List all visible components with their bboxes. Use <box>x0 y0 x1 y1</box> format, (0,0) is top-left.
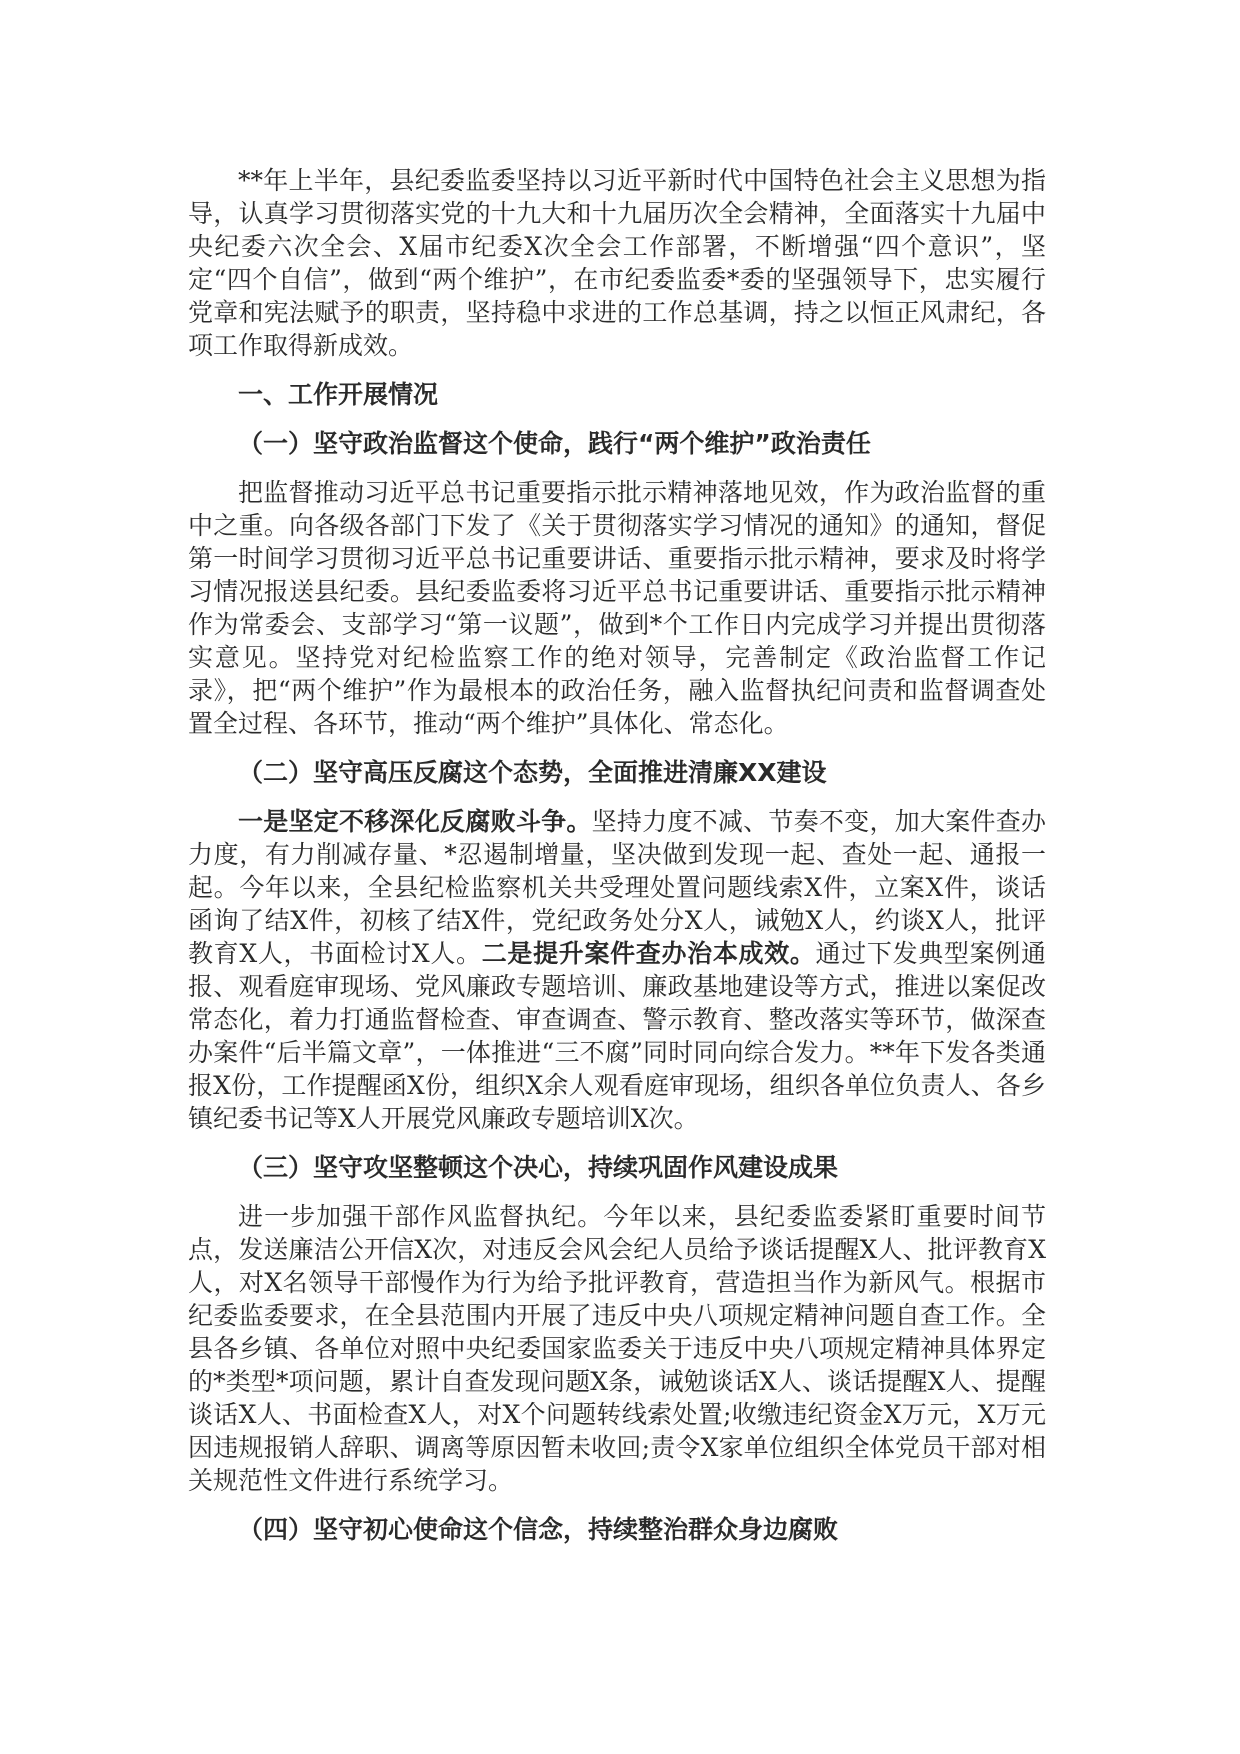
document-page <box>188 164 1046 1562</box>
section-heading: 一、工作开展情况 <box>238 380 439 409</box>
subsection-3-body: 进一步加强干部作风监督执纪。今年以来，县纪委监委紧盯重要时间节点，发送廉洁公开信X次，对违反会风会纪人员给予谈话提醒X人、批评教育X人，对X名领导干部慢作为行为给予批评教育，营造担当作为新风气。根据市纪委监委要求，在全县范围内开展了违反中央八项规定精神问题自查工作。全县各乡镇、各单位对照中央纪委国家监委关于违反中央八项规定精神具体界定的*类型*项问题，累计自查发现问题X条，诫勉谈话X人、谈话提醒X人、提醒谈话X人、书面检查X人，对X个问题转线索处置;收缴违纪资金X万元，X万元因违规报销人辞职、调离等原因暂未收回;责令X家单位组织全体党员干部对相关规范性文件进行系统学习。 <box>188 1202 1046 1495</box>
subsection-2-body <box>188 805 1046 1135</box>
point-2-text: 通过下发典型案例通报、观看庭审现场、党风廉政专题培训、廉政基地建设等方式，推进以案促改常态化，着力打通监督检查、审查调查、警示教育、整改落实等环节，做深查办案件“后半篇文章”，一体推进“三不腐”同时同向综合发力。**年下发各类通报X份，工作提醒函X份，组织X余人观看庭审现场，组织各单位负责人、各乡镇纪委书记等X人开展党风廉政专题培训X次。 <box>188 939 1046 1133</box>
subsection-1-heading: （一）坚守政治监督这个使命，践行“两个维护”政治责任 <box>238 429 871 458</box>
intro-paragraph: **年上半年，县纪委监委坚持以习近平新时代中国特色社会主义思想为指导，认真学习贯彻落实党的十九大和十九届历次全会精神，全面落实十九届中央纪委六次全会、X届市纪委X次全会工作部署，不断增强“四个意识”，坚定“四个自信”，做到“两个维护”，在市纪委监委*委的坚强领导下，忠实履行党章和宪法赋予的职责，坚持稳中求进的工作总基调，持之以恒正风肃纪，各项工作取得新成效。 <box>188 166 1046 360</box>
lead-point-1: 一是坚定不移深化反腐败斗争。 <box>238 807 592 836</box>
point-1-text: 坚持力度不减、节奏不变，加大案件查办力度，有力削减存量、*忍遏制增量，坚决做到发现一起、查处一起、通报一起。今年以来，全县纪检监察机关共受理处置问题线索X件，立案X件，谈话函询了结X件，初核了结X件，党纪政务处分X人，诫勉X人，约谈X人，批评教育X人，书面检讨X人。 <box>188 807 1046 968</box>
subsection-1-body: 把监督推动习近平总书记重要指示批示精神落地见效，作为政治监督的重中之重。向各级各部门下发了《关于贯彻落实学习情况的通知》的通知，督促第一时间学习贯彻习近平总书记重要讲话、重要指示批示精神，要求及时将学习情况报送县纪委。县纪委监委将习近平总书记重要讲话、重要指示批示精神作为常委会、支部学习“第一议题”，做到*个工作日内完成学习并提出贯彻落实意见。坚持党对纪检监察工作的绝对领导，完善制定《政治监督工作记录》，把“两个维护”作为最根本的政治任务，融入监督执纪问责和监督调查处置全过程、各环节，推动“两个维护”具体化、常态化。 <box>188 478 1046 738</box>
lead-point-2: 二是提升案件查办治本成效。 <box>481 939 816 968</box>
subsection-3-heading: （三）坚守攻坚整顿这个决心，持续巩固作风建设成果 <box>238 1153 839 1182</box>
subsection-2-heading: （二）坚守高压反腐这个态势，全面推进清廉XX建设 <box>238 758 827 787</box>
subsection-4-heading: （四）坚守初心使命这个信念，持续整治群众身边腐败 <box>238 1515 839 1544</box>
